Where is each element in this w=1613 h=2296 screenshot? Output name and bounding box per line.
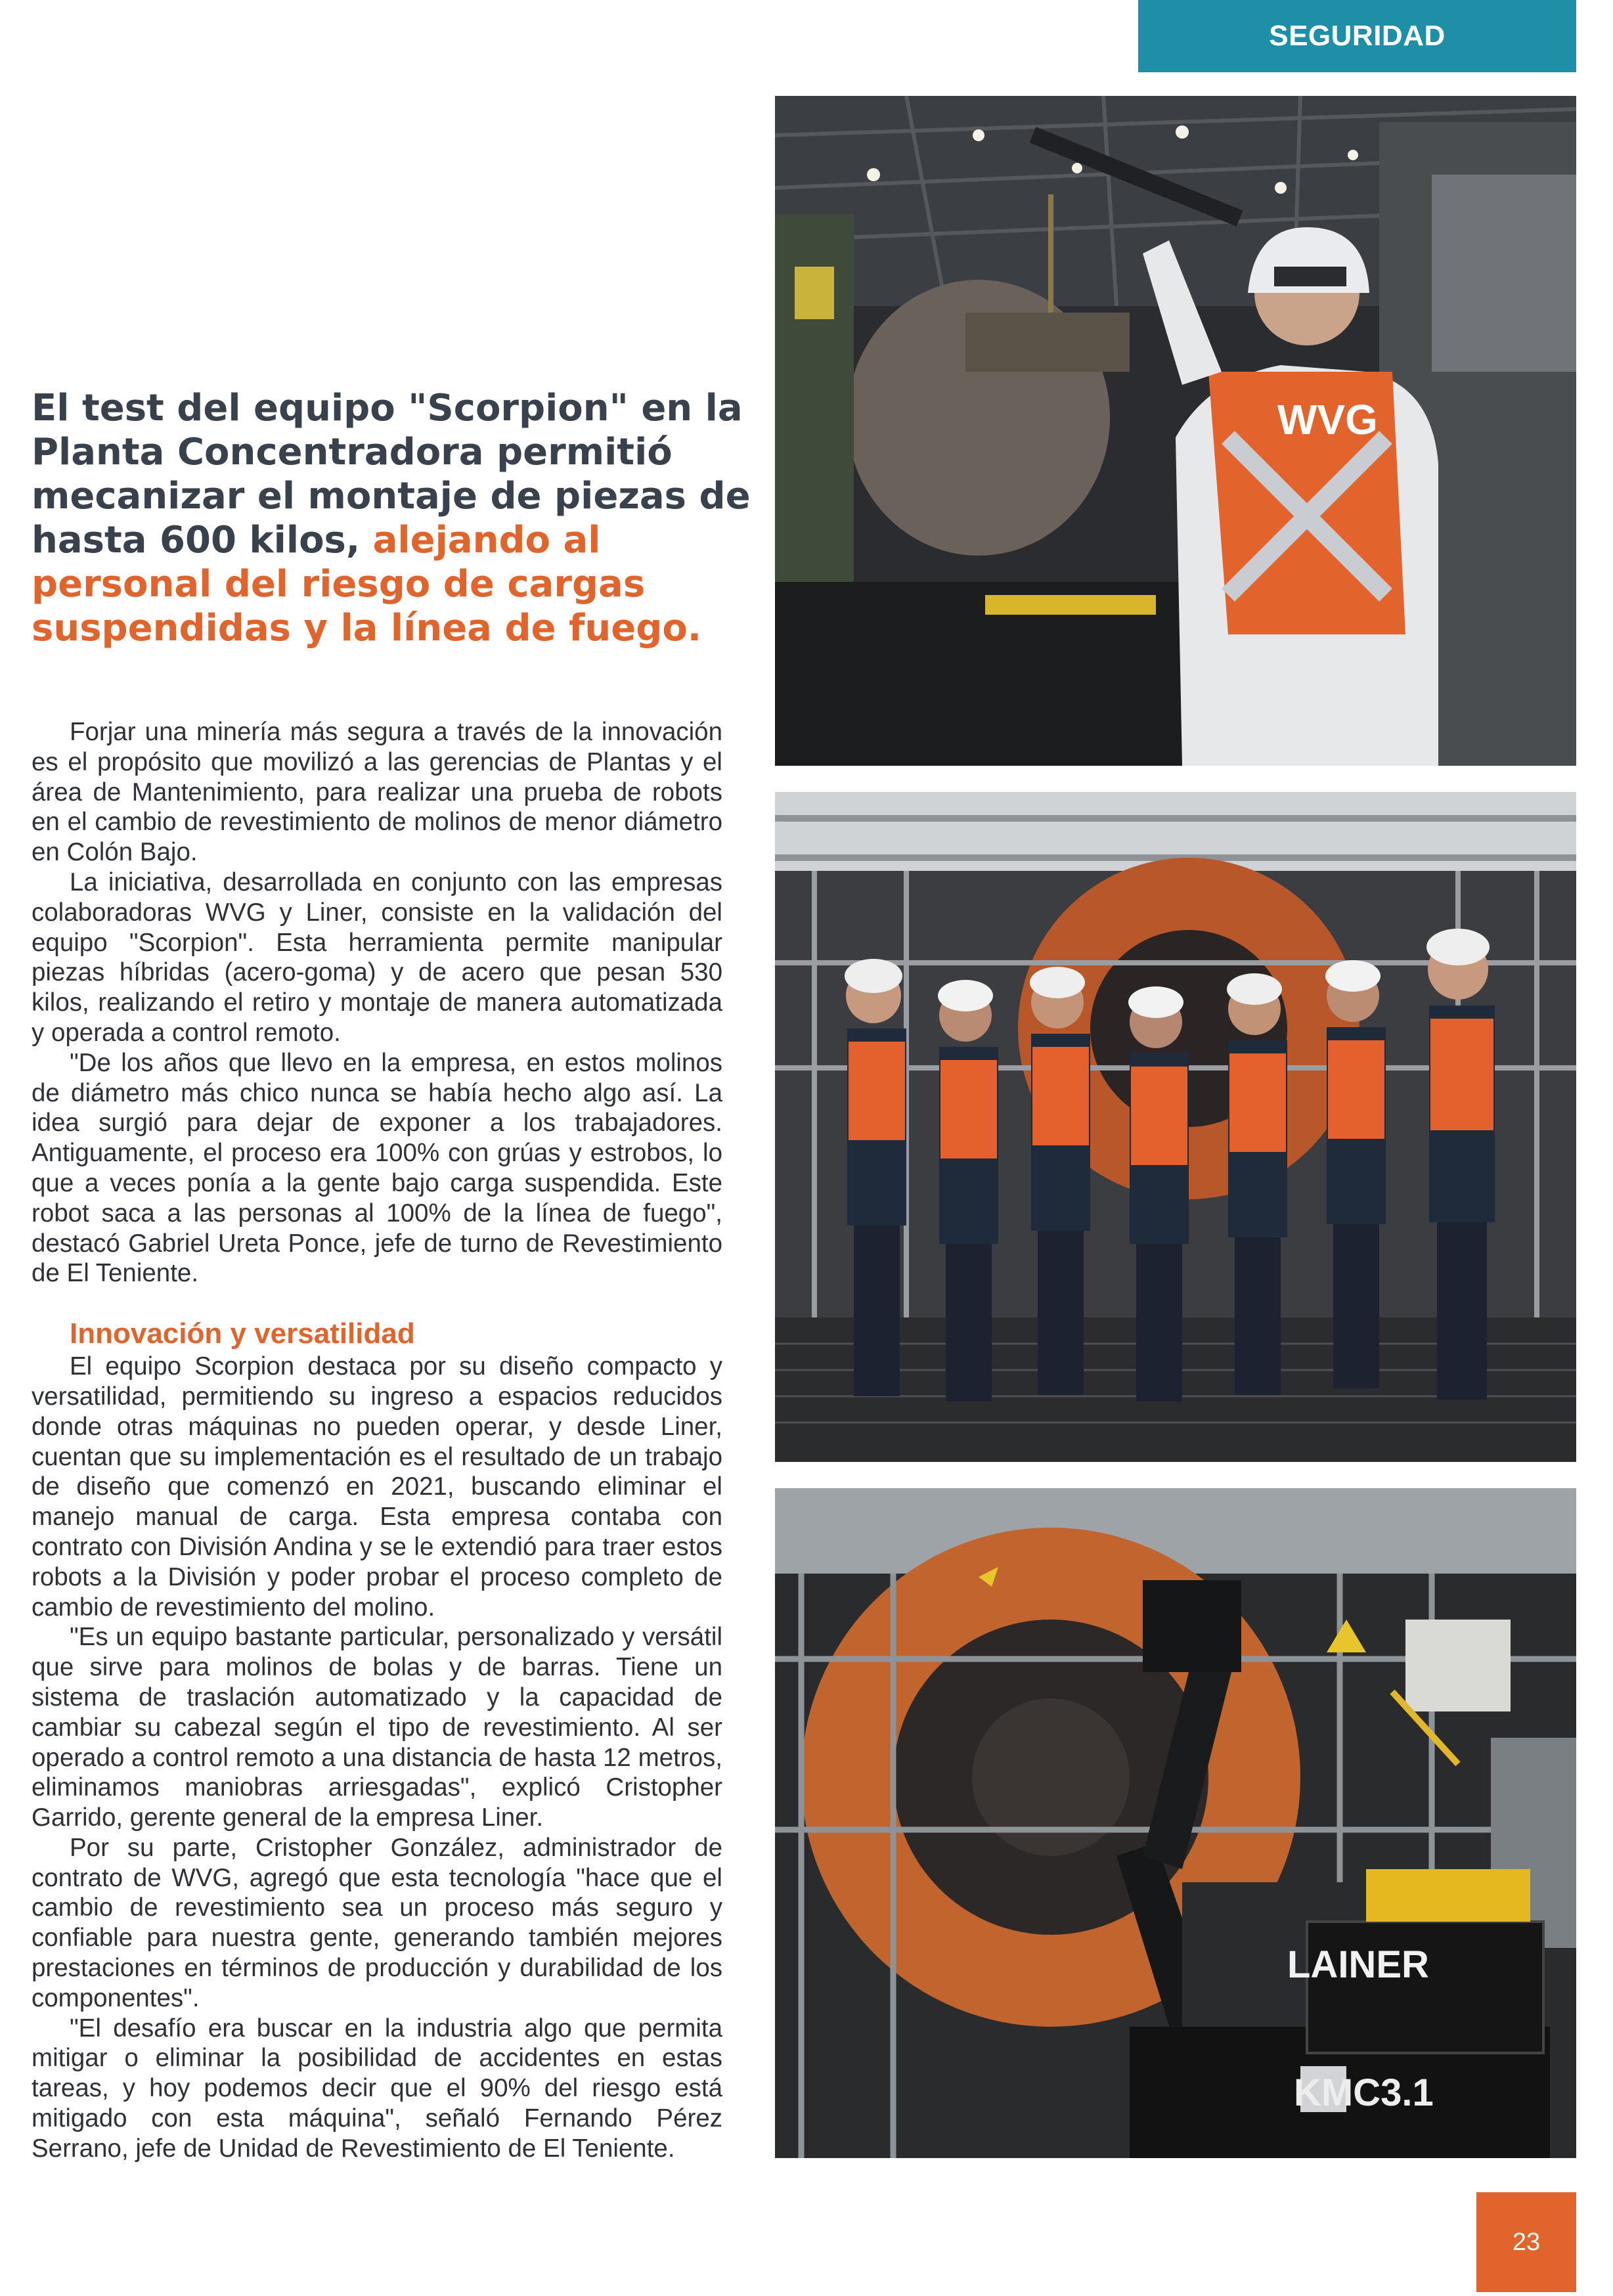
- article-subheading: Innovación y versatilidad: [70, 1317, 415, 1350]
- section-label: SEGURIDAD: [1269, 20, 1446, 52]
- lead-paragraph: [32, 386, 754, 650]
- article-body: [32, 717, 722, 2164]
- article-paragraph: El equipo Scorpion destaca por su diseño compacto y versatilidad, permitiendo su ingreso a espacios reducidos donde otras máquinas no pueden operar, y desde Liner, cuentan que su implementación es el resultado de un trabajo de diseño que comenzó en 2021, buscando eliminar el manejo manual de carga. Esta empresa contaba con contrato con División Andina y se le extendió para traer estos robots a la División y poder probar el proceso completo de cambio de revestimiento del molino.: [32, 1352, 722, 1622]
- article-paragraph: Por su parte, Cristopher González, administrador de contrato de WVG, agregó que esta tecnología "hace que el cambio de revestimiento sea un proceso más seguro y confiable para nuestra gente, generando también mejores prestaciones en términos de producción y durabilidad de los componentes".: [32, 1833, 722, 2012]
- article-paragraph: Forjar una minería más segura a través de la innovación es el propósito que movilizó a las gerencias de Plantas y el área de Mantenimiento, para realizar una prueba de robots en el cambio de revestimiento de molinos de menor diámetro en Colón Bajo.: [32, 718, 722, 867]
- photo-machine-model: KMC3.1: [1294, 2071, 1434, 2114]
- page-number-badge: [1476, 2192, 1576, 2292]
- photo-robot-machine: [775, 1488, 1576, 2158]
- page-number: 23: [1512, 2228, 1541, 2256]
- lead-text: El test del equipo "Scorpion" en la Planta Concentradora permitió mecanizar el montaje de piezas de hasta 600 kilos,: [32, 387, 751, 562]
- article-paragraph: "Es un equipo bastante particular, personalizado y versátil que sirve para molinos de bolas y de barras. Tiene un sistema de traslación automatizado y la capacidad de cambiar su cabezal según el tipo de revestimiento. Al ser operado a control remoto a una distancia de hasta 12 metros, eliminamos maniobras arriesgadas", explicó Cristopher Garrido, gerente general de la empresa Liner.: [32, 1623, 722, 1832]
- section-tab: [1138, 0, 1576, 72]
- article-paragraph: "De los años que llevo en la empresa, en estos molinos de diámetro más chico nunca se había hecho algo así. La idea surgió para dejar de exponer a los trabajadores. Antiguamente, el proceso era 100% con grúas y estrobos, lo que a veces ponía a la gente bajo carga suspendida. Este robot saca a las personas al 100% de la línea de fuego", destacó Gabriel Ureta Ponce, jefe de turno de Revestimiento de El Teniente.: [32, 1048, 722, 1288]
- lead-highlight: alejando al personal del riesgo de cargas suspendidas y la línea de fuego.: [32, 519, 702, 650]
- photo-workers-group: [775, 792, 1576, 1462]
- photo-worker-crane: [775, 96, 1576, 766]
- photo-vest-label: WVG: [1277, 396, 1378, 443]
- photo-machine-brand: LAINER: [1287, 1943, 1429, 1986]
- article-paragraph: La iniciativa, desarrollada en conjunto con las empresas colaboradoras WVG y Liner, consiste en la validación del equipo "Scorpion". Esta herramienta permite manipular piezas híbridas (acero-goma) y de acero que pesan 530 kilos, realizando el retiro y montaje de manera automatizada y operada a control remoto.: [32, 868, 722, 1047]
- article-paragraph: "El desafío era buscar en la industria algo que permita mitigar o eliminar la posibilidad de accidentes en estas tareas, y hoy podemos decir que el 90% del riesgo está mitigado con esta máquina", señaló Fernando Pérez Serrano, jefe de Unidad de Revestimiento de El Teniente.: [32, 2014, 722, 2163]
